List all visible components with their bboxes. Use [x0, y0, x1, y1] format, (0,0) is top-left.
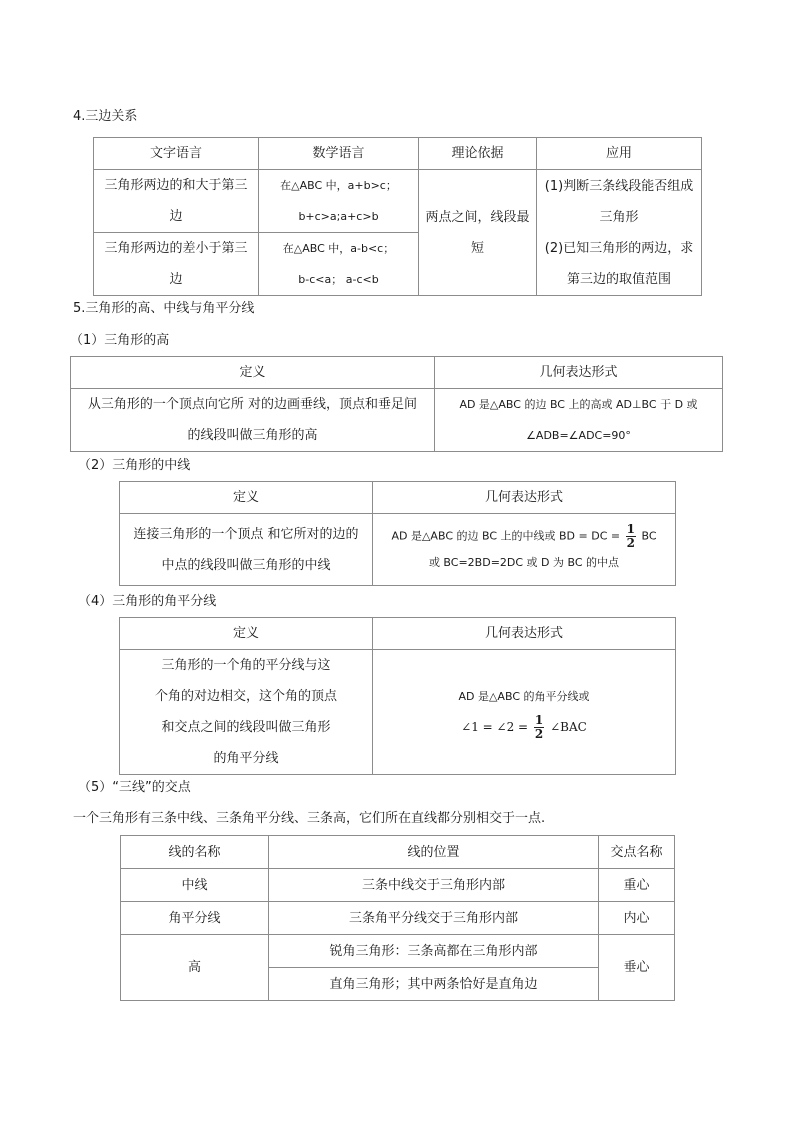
section-4-title: 4.三边关系: [73, 109, 138, 124]
row2-math-line2: b-c<a； a-c<b: [298, 273, 379, 286]
bisector-definition-line3: 和交点之间的线段叫做三角形: [161, 720, 331, 735]
intersection-table: [120, 835, 675, 1001]
median-title: （2）三角形的中线: [78, 458, 191, 473]
row2-math-line1: 在△ABC 中，a-b<c；: [282, 242, 395, 255]
bisector-row-name: 角平分线: [121, 902, 269, 935]
median-definition-line1: 连接三角形的一个顶点 和它所对的边的: [133, 526, 359, 542]
bisector-expression-line2: [377, 712, 671, 742]
altitude-expression: [435, 389, 723, 452]
basis-line2: 短: [470, 240, 484, 256]
altitude-expression-line1: AD 是△ABC 的边 BC 上的高或 AD⊥BC 于 D 或: [459, 398, 698, 411]
theory-basis-cell: [419, 170, 537, 296]
bisector-definition-line1: 三角形的一个角的平分线与这: [161, 658, 331, 673]
row2-text-line2: 边: [169, 272, 183, 287]
application-cell: [537, 170, 702, 296]
median-frac-den: 2: [626, 536, 635, 550]
bisector-expression-post: ∠BAC: [550, 720, 587, 734]
bisector-header-definition: 定义: [120, 618, 373, 650]
altitude-table: [70, 356, 723, 452]
bisector-frac-num: 1: [534, 713, 544, 727]
bisector-expression: [373, 650, 676, 775]
altitude-row-point: 垂心: [599, 935, 675, 1001]
altitude-title: （1）三角形的高: [70, 333, 170, 348]
bisector-definition-line2: 个角的对边相交，这个角的顶点: [154, 689, 337, 704]
bisector-row-position: 三条角平分线交于三角形内部: [269, 902, 599, 935]
median-header-definition: 定义: [120, 482, 373, 514]
row1-math-line2: b+c>a;a+c>b: [298, 210, 379, 223]
median-expression-line1: [377, 523, 671, 550]
application-line2: 三角形: [599, 209, 639, 225]
triangle-sides-table: [93, 137, 702, 296]
median-definition-line2: 中点的线段叫做三角形的中线: [161, 557, 331, 573]
altitude-definition: [71, 389, 435, 452]
median-definition: [120, 514, 373, 586]
median-frac-num: 1: [626, 522, 635, 536]
header-text-language: 文字语言: [94, 138, 259, 170]
altitude-header-definition: 定义: [71, 357, 435, 389]
basis-line1: 两点之间，线段最: [425, 209, 530, 225]
row1-text: [94, 170, 259, 233]
bisector-header-expression: 几何表达形式: [373, 618, 676, 650]
median-header-expression: 几何表达形式: [373, 482, 676, 514]
bisector-frac-den: 2: [534, 727, 544, 741]
application-line4: 第三边的取值范围: [566, 271, 671, 287]
bisector-definition-line4: 的角平分线: [213, 751, 279, 766]
altitude-row-position-right: 直角三角形；其中两条恰好是直角边: [269, 968, 599, 1001]
median-table: [119, 481, 676, 586]
median-fraction: [626, 523, 636, 550]
altitude-definition-line2: 的线段叫做三角形的高: [187, 428, 318, 443]
altitude-definition-line1: 从三角形的一个顶点向它所 对的边画垂线，顶点和垂足间: [87, 397, 418, 412]
row1-math-line1: 在△ABC 中，a+b>c；: [280, 179, 397, 192]
intersection-header-point: 交点名称: [599, 836, 675, 869]
application-line1: (1)判断三条线段能否组成: [544, 178, 694, 194]
row2-text: [94, 233, 259, 296]
bisector-expression-pre: ∠1 = ∠2 =: [461, 720, 529, 734]
median-row-name: 中线: [121, 869, 269, 902]
median-row-position: 三条中线交于三角形内部: [269, 869, 599, 902]
bisector-title: （4）三角形的角平分线: [78, 594, 217, 609]
median-expression-post: BC: [641, 529, 657, 543]
section-5-title: 5.三角形的高、中线与角平分线: [73, 301, 255, 316]
row1-text-line1: 三角形两边的和大于第三: [104, 178, 248, 193]
median-expression-pre: AD 是△ABC 的边 BC 上的中线或 BD = DC =: [391, 529, 621, 543]
median-expression: [373, 514, 676, 586]
row1-text-line2: 边: [169, 209, 183, 224]
altitude-expression-line2: ∠ADB=∠ADC=90°: [526, 429, 631, 442]
row2-text-line1: 三角形两边的差小于第三: [104, 241, 248, 256]
bisector-row-point: 内心: [599, 902, 675, 935]
intersection-header-position: 线的位置: [269, 836, 599, 869]
altitude-row-position-acute: 锐角三角形：三条高都在三角形内部: [269, 935, 599, 968]
row2-math: [259, 233, 419, 296]
header-application: 应用: [537, 138, 702, 170]
bisector-fraction: [534, 714, 544, 741]
row1-math: [259, 170, 419, 233]
header-math-language: 数学语言: [259, 138, 419, 170]
bisector-table: [119, 617, 676, 775]
table-row: [121, 935, 675, 968]
median-expression-line2: 或 BC=2BD=2DC 或 D 为 BC 的中点: [428, 556, 620, 569]
intersection-header-name: 线的名称: [121, 836, 269, 869]
bisector-expression-line1: AD 是△ABC 的角平分线或: [458, 690, 590, 703]
table-row: [121, 869, 675, 902]
altitude-header-expression: 几何表达形式: [435, 357, 723, 389]
bisector-definition: [120, 650, 373, 775]
header-theory-basis: 理论依据: [419, 138, 537, 170]
median-row-point: 重心: [599, 869, 675, 902]
application-line3: (2)已知三角形的两边，求: [544, 240, 694, 256]
intersection-title: （5）“三线”的交点: [78, 780, 191, 795]
intersection-intro: 一个三角形有三条中线、三条角平分线、三条高，它们所在直线都分别相交于一点.: [73, 811, 546, 826]
altitude-row-name: 高: [121, 935, 269, 1001]
table-row: [121, 902, 675, 935]
